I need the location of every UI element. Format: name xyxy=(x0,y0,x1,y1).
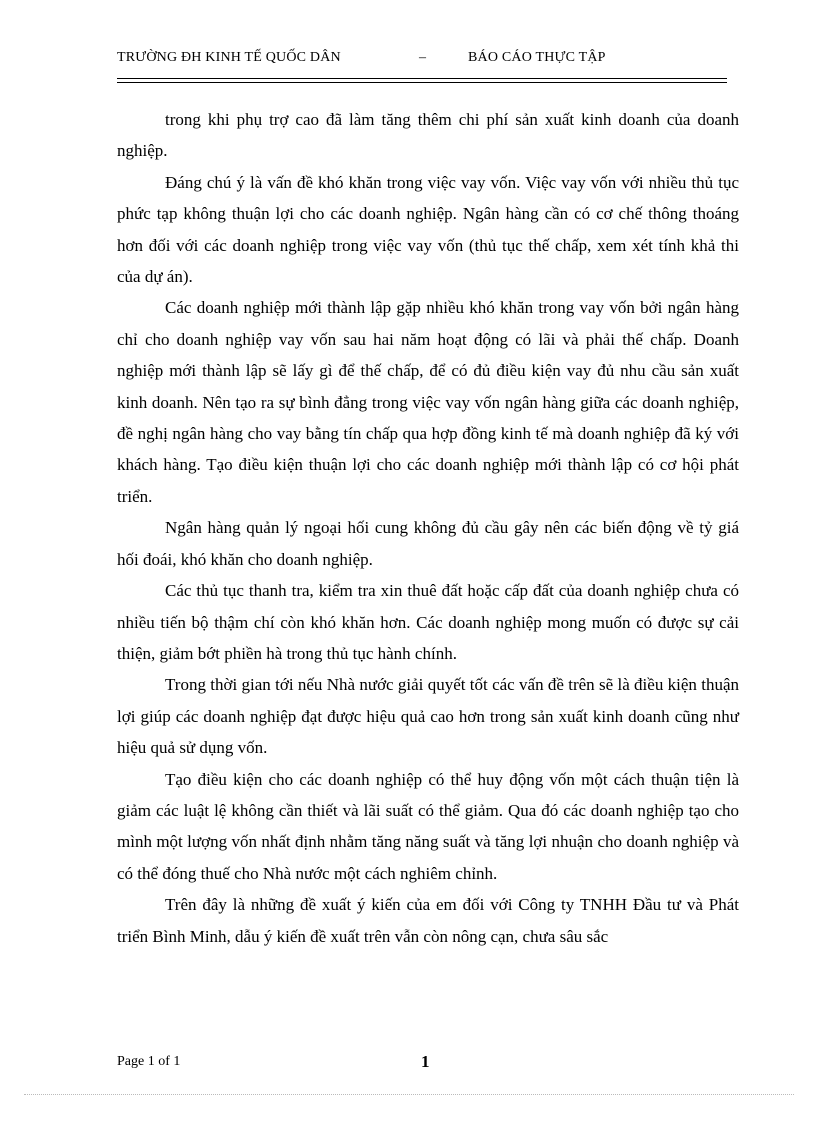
header-report-title: BÁO CÁO THỰC TẬP xyxy=(468,50,606,65)
paragraph-land-procedures: Các thủ tục thanh tra, kiểm tra xin thuê đất hoặc cấp đất của doanh nghiệp chưa có nhiều tiến bộ thậm chí còn khó khăn hơn. Các doanh nghiệp mong muốn có được sự cải thiện, giảm bớt phiền hà trong thủ tục hành chính. xyxy=(117,581,739,663)
header-rule-bottom xyxy=(117,82,727,83)
paragraph-capital-mobilization: Tạo điều kiện cho các doanh nghiệp có thể huy động vốn một cách thuận tiện là giảm các luật lệ không cần thiết và lãi suất có thể giảm. Qua đó các doanh nghiệp tạo cho mình một lượng vốn nhất định nhằm tăng năng suất và tăng lợi nhuận cho doanh nghiệp và có thể đóng thuế cho Nhà nước một cách nghiêm chỉnh. xyxy=(117,769,739,883)
paragraph-continuation: trong khi phụ trợ cao đã làm tăng thêm chi phí sản xuất kinh doanh của doanh nghiệp. xyxy=(117,110,739,161)
page-bottom-dotted-line xyxy=(24,1094,794,1095)
body-text xyxy=(117,104,739,952)
footer-page-label: Page 1 of 1 xyxy=(117,1054,181,1069)
paragraph-state-solutions: Trong thời gian tới nếu Nhà nước giải quyết tốt các vấn đề trên sẽ là điều kiện thuận lợi giúp các doanh nghiệp đạt được hiệu quả cao hơn trong sản xuất kinh doanh cũng như hiệu quả sử dụng vốn. xyxy=(117,675,739,758)
footer-page-number: 1 xyxy=(421,1052,430,1071)
paragraph-proposals: Trên đây là những đề xuất ý kiến của em đối với Công ty TNHH Đầu tư và Phát triển Bình Minh, dẫu ý kiến đề xuất trên vẫn còn nông cạn, chưa sâu sắc xyxy=(117,895,739,946)
header-separator: – xyxy=(419,50,427,65)
paragraph-loan-difficulty: Đáng chú ý là vấn đề khó khăn trong việc vay vốn. Việc vay vốn với nhiều thủ tục phức tạp không thuận lợi cho các doanh nghiệp. Ngân hàng cần có cơ chế thông thoáng hơn đối với các doanh nghiệp trong việc vay vốn (thủ tục thế chấp, xem xét tính khả thi của dự án). xyxy=(117,172,739,287)
paragraph-new-enterprises: Các doanh nghiệp mới thành lập gặp nhiều khó khăn trong vay vốn bởi ngân hàng chỉ cho doanh nghiệp vay vốn sau hai năm hoạt động có lãi và phải thế chấp. Doanh nghiệp mới thành lập sẽ lấy gì để thế chấp, để có đủ điều kiện vay đủ nhu cầu sản xuất kinh doanh. Nên tạo ra sự bình đẳng trong việc vay vốn ngân hàng giữa các doanh nghiệp, đề nghị ngân hàng cho vay bằng tín chấp qua hợp đồng kinh tế mà doanh nghiệp đã ký với khách hàng. Tạo điều kiện thuận lợi cho các doanh nghiệp mới thành lập có cơ hội phát triển. xyxy=(117,298,739,506)
paragraph-foreign-exchange: Ngân hàng quản lý ngoại hối cung không đủ cầu gây nên các biến động về tỷ giá hối đoái, khó khăn cho doanh nghiệp. xyxy=(117,518,739,569)
header-school-name: TRƯỜNG ĐH KINH TẾ QUỐC DÂN xyxy=(117,50,341,65)
header-rule-top xyxy=(117,78,727,79)
